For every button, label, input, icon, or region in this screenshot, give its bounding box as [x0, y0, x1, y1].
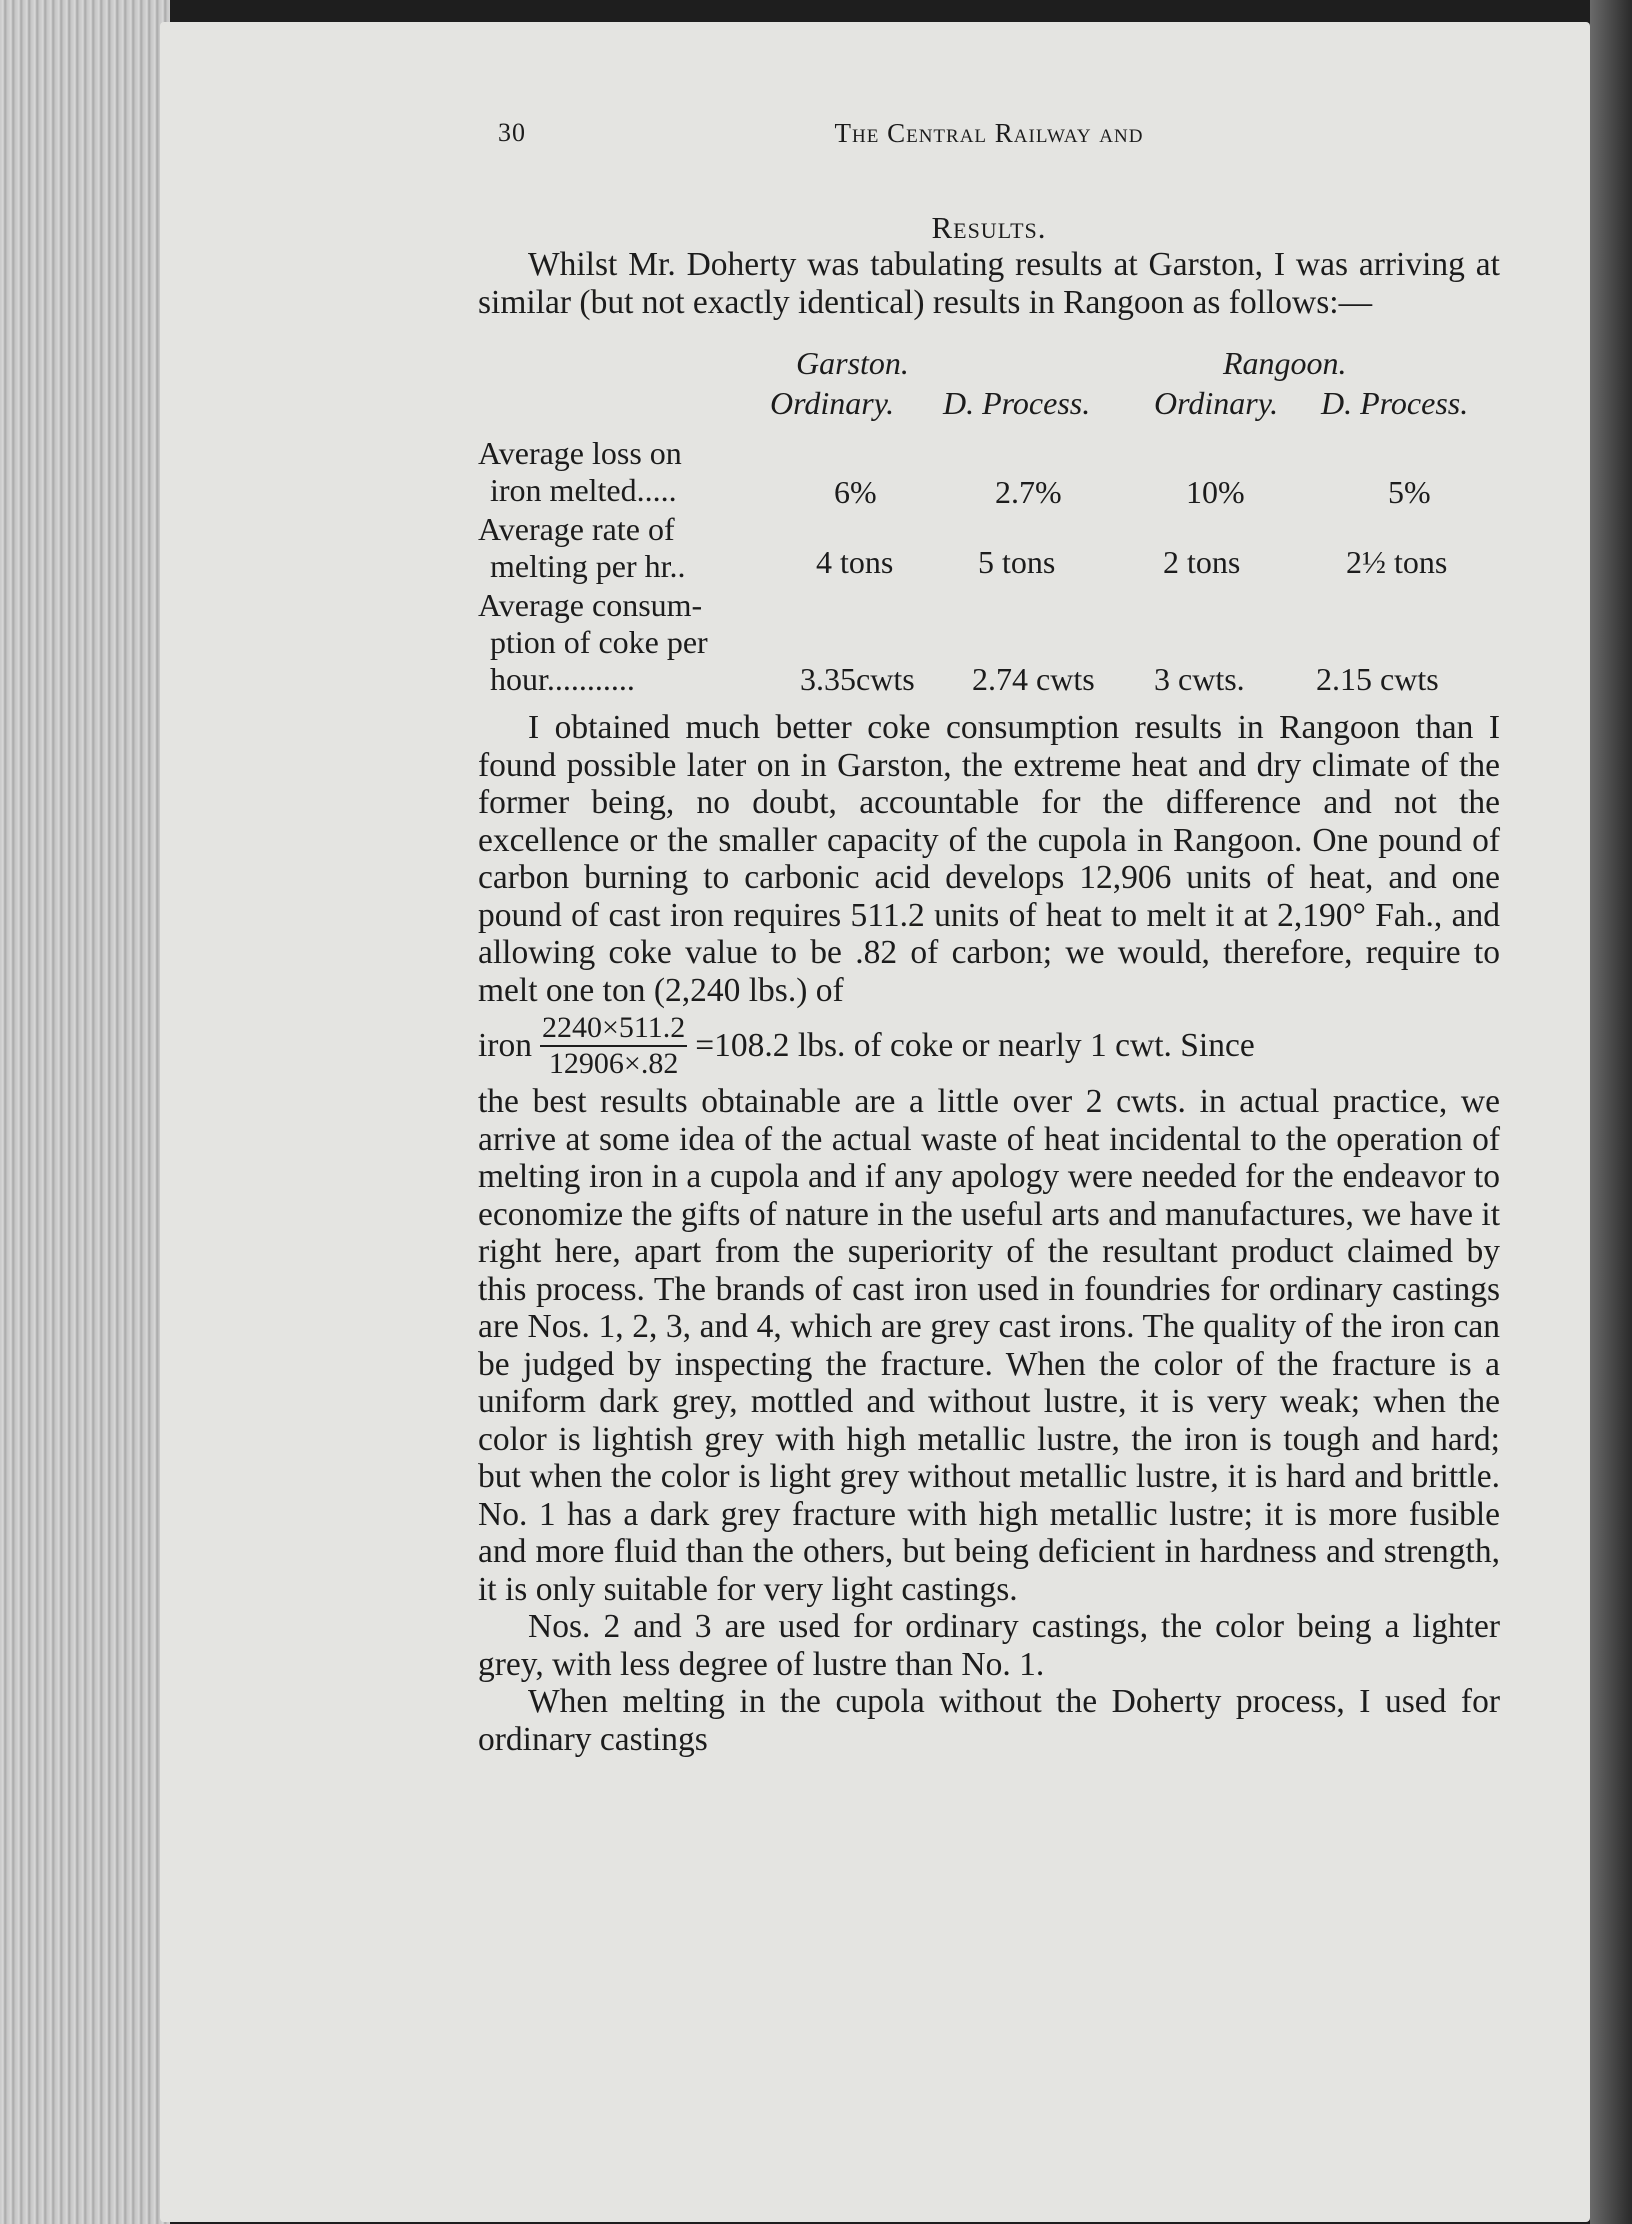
- table-cell: 6%: [834, 474, 877, 510]
- table-cell: 3 cwts.: [1154, 661, 1245, 697]
- table-cell: 4 tons: [816, 544, 894, 580]
- body-paragraph-continued: the best results obtainable are a little over 2 cwts. in actual practice, we arrive at some idea of the actual waste of heat incidental to the operation of melting iron in a cupola and if any apology were needed for the endeavor to economize the gifts of nature in the useful arts and manufactures, we have it right here, apart from the superiority of the resultant product claimed by this process. The brands of cast iron used in foundries for ordinary castings are Nos. 1, 2, 3, and 4, which are grey cast irons. The quality of the iron can be judged by inspecting the fracture. When the color of the fracture is a uniform dark grey, mottled and without lustre, it is very weak; when the color is lightish grey with high metallic lustre, the iron is tough and hard; but when the color is light grey without metallic lustre, it is hard and brittle. No. 1 has a dark grey fracture with high metallic lustre; it is more fusible and more fluid than the others, but being deficient in hardness and strength, it is only suitable for very light castings.: [478, 1083, 1500, 1608]
- column-heading-rangoon-ordinary: Ordinary.: [1154, 385, 1279, 421]
- page-content: [478, 118, 1500, 1758]
- table-cell: 2 tons: [1163, 544, 1241, 580]
- results-table: [478, 337, 1500, 697]
- table-cell: 2½ tons: [1346, 544, 1448, 580]
- formula-prefix: iron: [478, 1027, 532, 1065]
- table-cell: 2.7%: [995, 474, 1062, 510]
- table-cell: 5%: [1388, 474, 1431, 510]
- running-title: The Central Railway and: [834, 118, 1144, 148]
- table-cell: 5 tons: [978, 544, 1056, 580]
- formula-line: [478, 1011, 1500, 1081]
- body-paragraph: I obtained much better coke consumption results in Rangoon than I found possible later on in Garston, the extreme heat and dry climate of the former being, no doubt, accountable for the difference and not the excellence or the smaller capacity of the cupola in Rangoon. One pound of carbon burning to carbonic acid develops 12,906 units of heat, and one pound of cast iron requires 511.2 units of heat to melt it at 2,190° Fah., and allowing coke value to be .82 of carbon; we would, therefore, require to melt one ton (2,240 lbs.) of: [478, 709, 1500, 1009]
- formula-numerator: 2240×511.2: [540, 1011, 687, 1047]
- column-heading-rangoon-dprocess: D. Process.: [1321, 385, 1469, 421]
- row-label-line: iron melted.....: [490, 472, 677, 508]
- table-cell: 10%: [1186, 474, 1245, 510]
- column-heading-garston-dprocess: D. Process.: [943, 385, 1091, 421]
- group-heading-rangoon: Rangoon.: [1223, 345, 1347, 381]
- book-page-edges: [0, 0, 170, 2224]
- table-cell: 2.74 cwts: [972, 661, 1095, 697]
- row-label-line: Average loss on: [478, 435, 682, 471]
- intro-paragraph: Whilst Mr. Doherty was tabulating results at Garston, I was arriving at similar (but not exactly identical) results in Rangoon as follows:—: [478, 246, 1500, 321]
- row-label-line: ption of coke per: [490, 624, 708, 660]
- formula-fraction: [540, 1011, 687, 1081]
- row-label-line: Average rate of: [478, 511, 675, 547]
- table-cell: 2.15 cwts: [1316, 661, 1439, 697]
- page-number: 30: [498, 118, 526, 147]
- formula-denominator: 12906×.82: [548, 1047, 679, 1080]
- table-cell: 3.35cwts: [800, 661, 915, 697]
- body-paragraph: When melting in the cupola without the Doherty process, I used for ordinary castings: [478, 1683, 1500, 1758]
- page-header: [478, 118, 1500, 158]
- row-label-line: Average consum-: [478, 587, 703, 623]
- body-paragraph: Nos. 2 and 3 are used for ordinary castings, the color being a lighter grey, with less degree of lustre than No. 1.: [478, 1608, 1500, 1683]
- column-heading-garston-ordinary: Ordinary.: [770, 385, 895, 421]
- row-label-line: melting per hr..: [490, 548, 686, 584]
- formula-suffix: =108.2 lbs. of coke or nearly 1 cwt. Since: [695, 1027, 1255, 1065]
- row-label-line: hour...........: [490, 661, 635, 697]
- group-heading-garston: Garston.: [796, 345, 909, 381]
- section-title: Results.: [931, 210, 1047, 245]
- book-binding-edge: [1590, 0, 1632, 2224]
